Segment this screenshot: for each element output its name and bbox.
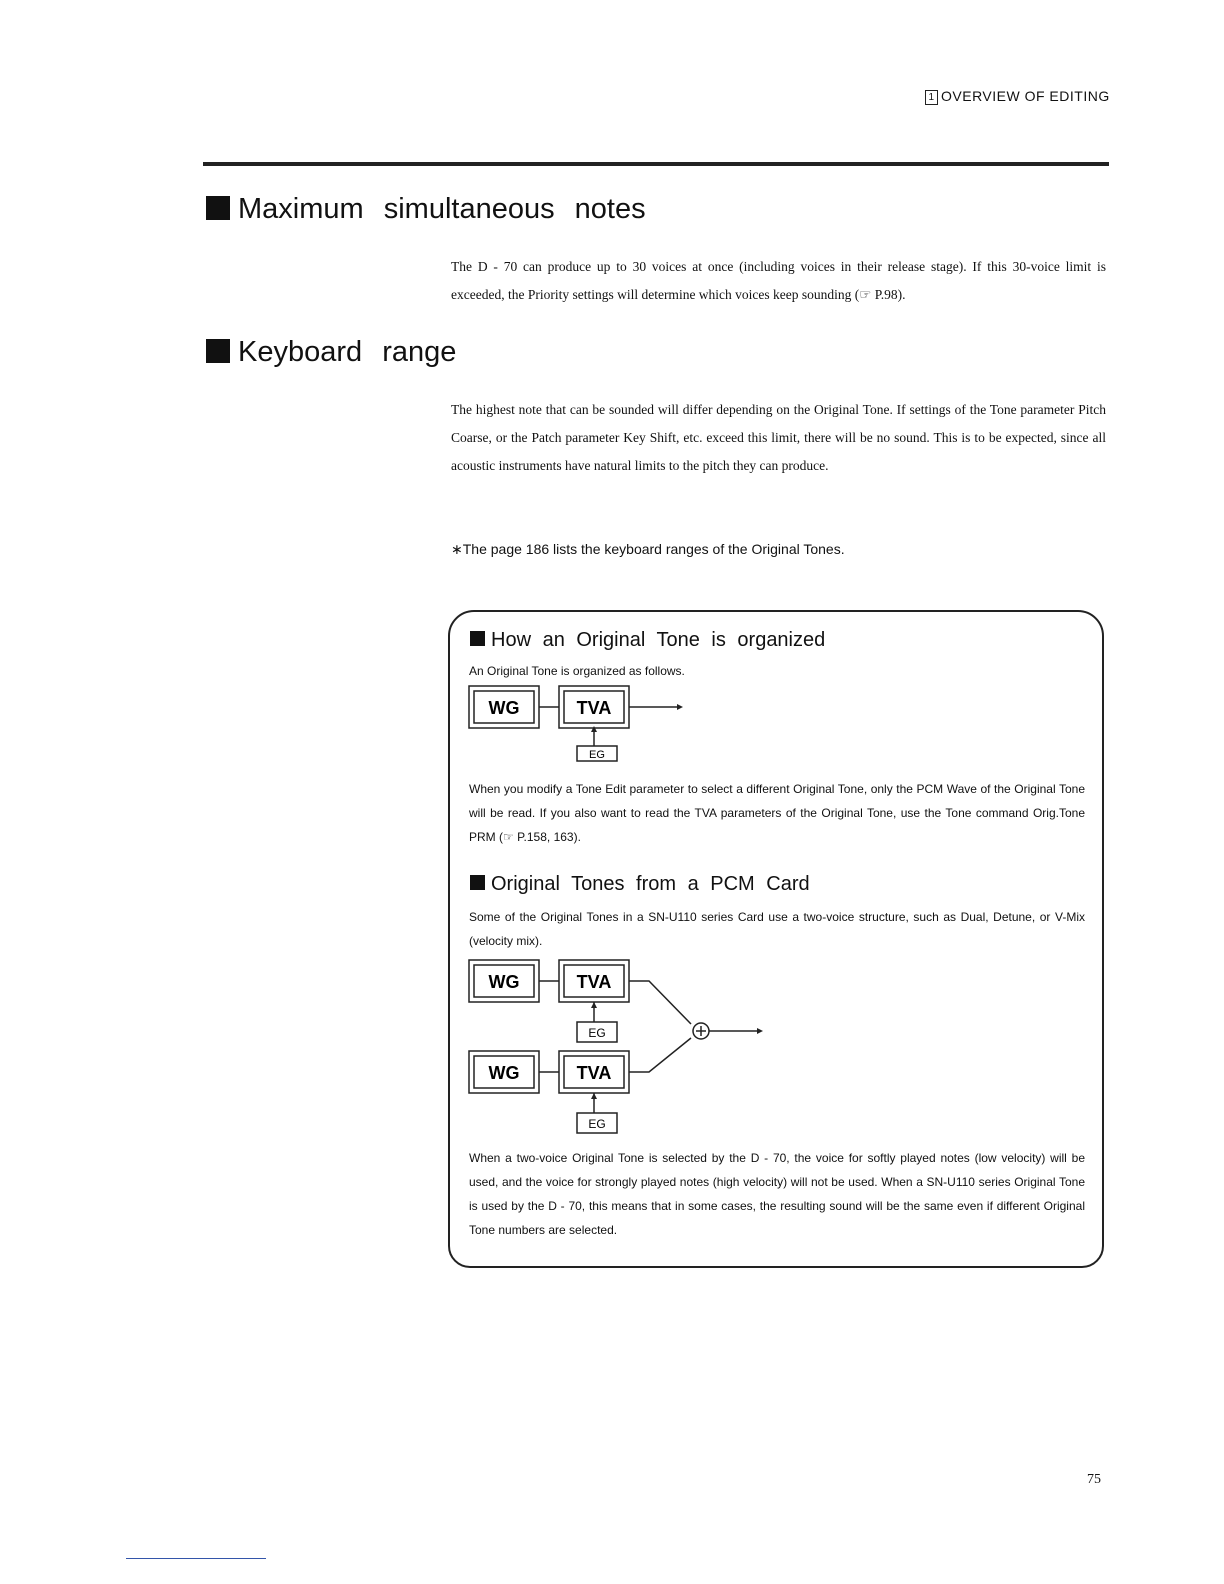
top-rule [203,162,1109,166]
section-title: OVERVIEW OF EDITING [941,88,1110,104]
wg-block: WG [488,698,520,718]
paragraph-keyboard-range: The highest note that can be sounded will differ depending on the Original Tone. If settings of the Tone parameter Pitch Coarse, or the Patch parameter Key Shift, etc. exceed this limit, there will be no sound. This is to be expected, since all acoustic instruments have natural limits to the pitch they can produce. [451,402,1106,473]
intro-original-tone-organized: An Original Tone is organized as follows. [469,664,685,678]
text-original-tone-organized: When you modify a Tone Edit parameter to select a different Original Tone, only the PCM Wave of the Original Tone will be read. If you also want to read the TVA parameters of the Original Tone, use the Tone command Orig.Tone PRM (☞ P.158, 163). [469,782,1085,844]
eg-block: EG [589,749,605,761]
heading-maximum-notes: Maximum simultaneous notes [206,193,646,226]
page-number: 75 [1087,1472,1101,1487]
running-header [925,88,1110,105]
paragraph-maximum-notes: The D - 70 can produce up to 30 voices at once (including voices in their release stage). If this 30-voice limit is exceeded, the Priority settings will determine which voices keep sounding (☞ P.98). [451,259,1106,302]
square-bullet-icon [470,631,485,646]
square-bullet-icon [206,339,230,363]
keyboard-range-note: ∗The page 186 lists the keyboard ranges of the Original Tones. [451,541,845,557]
bottom-rule [126,1558,266,1559]
eg-block-upper: EG [588,1026,606,1040]
heading-original-tone-organized: How an Original Tone is organized [470,629,825,652]
wg-block-upper: WG [488,972,520,992]
wg-block-lower: WG [488,1063,520,1083]
tva-block-lower: TVA [576,1063,612,1083]
intro-pcm-card: Some of the Original Tones in a SN-U110 series Card use a two-voice structure, such as Dual, Detune, or V-Mix (velocity mix). [469,910,1085,948]
heading-keyboard-range: Keyboard range [206,336,456,369]
two-voice-diagram [465,958,775,1142]
tva-block-upper: TVA [576,972,612,992]
tone-structure-diagram [465,684,705,762]
heading-pcm-card: Original Tones from a PCM Card [470,873,810,896]
square-bullet-icon [206,196,230,220]
tva-block: TVA [576,698,612,718]
section-number-box: 1 [925,90,938,105]
eg-block-lower: EG [588,1117,606,1131]
square-bullet-icon [470,875,485,890]
text-pcm-card: When a two-voice Original Tone is selected by the D - 70, the voice for softly played notes (low velocity) will be used, and the voice for strongly played notes (high velocity) will not be used. When a SN-U110 series Original Tone is used by the D - 70, this means that in some cases, the resulting sound will be the same even if different Original Tone numbers are selected. [469,1151,1085,1237]
